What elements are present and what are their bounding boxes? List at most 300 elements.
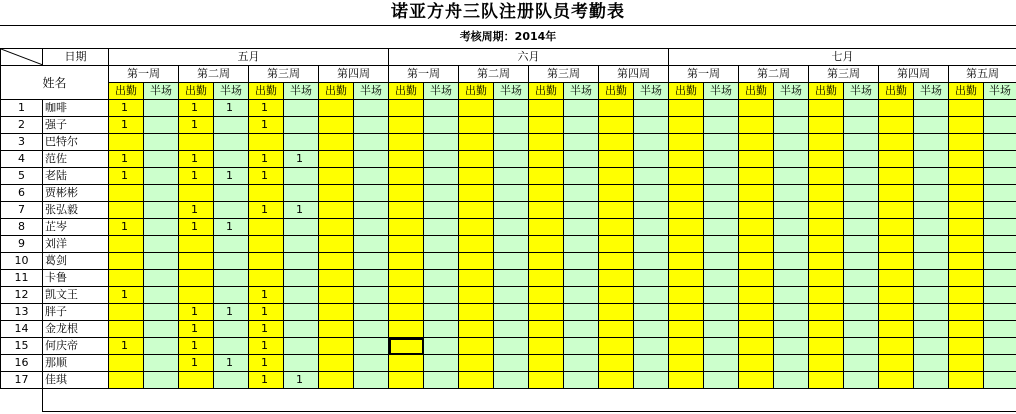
month-header-cell[interactable]: 六月: [389, 49, 669, 66]
half-subheader-cell[interactable]: 半场: [284, 83, 319, 100]
attendance-cell[interactable]: [144, 236, 179, 253]
row-number-cell[interactable]: 4: [1, 151, 43, 168]
attendance-cell[interactable]: [459, 168, 494, 185]
attendance-cell[interactable]: [914, 185, 949, 202]
attendance-cell[interactable]: [109, 253, 144, 270]
attendance-cell[interactable]: [949, 304, 984, 321]
attendance-cell[interactable]: [564, 117, 599, 134]
attendance-cell[interactable]: [284, 253, 319, 270]
attendance-cell[interactable]: [214, 372, 249, 389]
attendance-cell[interactable]: [739, 253, 774, 270]
attendance-cell[interactable]: [844, 151, 879, 168]
attendance-cell[interactable]: [389, 236, 424, 253]
player-name-cell[interactable]: 张弘毅: [43, 202, 109, 219]
attendance-cell[interactable]: [424, 219, 459, 236]
attendance-cell[interactable]: [424, 287, 459, 304]
attendance-cell[interactable]: [459, 117, 494, 134]
attendance-cell[interactable]: [844, 253, 879, 270]
attendance-cell[interactable]: [564, 202, 599, 219]
attend-subheader-cell[interactable]: 出勤: [459, 83, 494, 100]
attendance-cell[interactable]: [914, 287, 949, 304]
attendance-cell[interactable]: [459, 338, 494, 355]
attendance-cell[interactable]: [459, 304, 494, 321]
attendance-cell[interactable]: 1: [109, 151, 144, 168]
attendance-cell[interactable]: [214, 202, 249, 219]
attendance-cell[interactable]: [529, 304, 564, 321]
attendance-cell[interactable]: [599, 253, 634, 270]
attendance-cell[interactable]: [634, 236, 669, 253]
attendance-cell[interactable]: [774, 304, 809, 321]
attendance-cell[interactable]: [949, 151, 984, 168]
attendance-cell[interactable]: [669, 202, 704, 219]
week-header-cell[interactable]: 第三周: [809, 66, 879, 83]
attendance-cell[interactable]: 1: [109, 168, 144, 185]
player-name-cell[interactable]: 凯文王: [43, 287, 109, 304]
attendance-cell[interactable]: [494, 321, 529, 338]
month-header-cell[interactable]: 七月: [669, 49, 1016, 66]
attendance-cell[interactable]: [529, 219, 564, 236]
attendance-cell[interactable]: [739, 100, 774, 117]
attendance-cell[interactable]: [494, 236, 529, 253]
attendance-cell[interactable]: [424, 236, 459, 253]
attendance-cell[interactable]: 1: [249, 304, 284, 321]
attendance-cell[interactable]: [844, 134, 879, 151]
attendance-cell[interactable]: [319, 270, 354, 287]
attendance-cell[interactable]: [774, 287, 809, 304]
corner-header-cell[interactable]: [1, 49, 43, 66]
attend-subheader-cell[interactable]: 出勤: [949, 83, 984, 100]
attendance-cell[interactable]: [669, 304, 704, 321]
attendance-cell[interactable]: [459, 287, 494, 304]
attend-subheader-cell[interactable]: 出勤: [529, 83, 564, 100]
attendance-cell[interactable]: [879, 168, 914, 185]
attendance-cell[interactable]: [739, 219, 774, 236]
attendance-cell[interactable]: [809, 151, 844, 168]
attendance-cell[interactable]: [109, 304, 144, 321]
attendance-cell[interactable]: [529, 236, 564, 253]
attendance-cell[interactable]: [319, 321, 354, 338]
attendance-cell[interactable]: [214, 151, 249, 168]
attendance-cell[interactable]: [529, 202, 564, 219]
attendance-cell[interactable]: [599, 219, 634, 236]
attendance-cell[interactable]: [739, 202, 774, 219]
attendance-cell[interactable]: [564, 185, 599, 202]
attendance-cell[interactable]: [424, 321, 459, 338]
attendance-cell[interactable]: [634, 287, 669, 304]
attendance-cell[interactable]: [844, 202, 879, 219]
attendance-cell[interactable]: [669, 236, 704, 253]
attendance-cell[interactable]: [844, 100, 879, 117]
attendance-cell[interactable]: [634, 253, 669, 270]
attendance-cell[interactable]: [984, 202, 1016, 219]
attendance-cell[interactable]: [984, 100, 1016, 117]
attendance-cell[interactable]: [599, 355, 634, 372]
attendance-cell[interactable]: [634, 355, 669, 372]
attendance-cell[interactable]: [669, 168, 704, 185]
attendance-cell[interactable]: [179, 236, 214, 253]
attendance-cell[interactable]: [319, 304, 354, 321]
attendance-cell[interactable]: [949, 202, 984, 219]
attendance-cell[interactable]: [739, 372, 774, 389]
attendance-cell[interactable]: [669, 134, 704, 151]
attendance-cell[interactable]: [634, 185, 669, 202]
attendance-cell[interactable]: [564, 168, 599, 185]
attendance-cell[interactable]: [424, 168, 459, 185]
attendance-cell[interactable]: [144, 287, 179, 304]
attendance-cell[interactable]: [774, 219, 809, 236]
attendance-cell[interactable]: [319, 151, 354, 168]
attendance-cell[interactable]: [739, 355, 774, 372]
attendance-cell[interactable]: [739, 134, 774, 151]
row-number-cell[interactable]: 3: [1, 134, 43, 151]
attendance-cell[interactable]: [669, 253, 704, 270]
week-header-cell[interactable]: 第四周: [319, 66, 389, 83]
attendance-cell[interactable]: [144, 338, 179, 355]
attendance-cell[interactable]: [949, 321, 984, 338]
attendance-cell[interactable]: [879, 338, 914, 355]
attendance-cell[interactable]: [914, 321, 949, 338]
attendance-cell[interactable]: 1: [179, 168, 214, 185]
attendance-cell[interactable]: [809, 100, 844, 117]
attendance-cell[interactable]: [879, 151, 914, 168]
attendance-cell[interactable]: 1: [284, 202, 319, 219]
attendance-cell[interactable]: [354, 253, 389, 270]
attendance-cell[interactable]: [914, 100, 949, 117]
attendance-cell[interactable]: [844, 219, 879, 236]
attendance-cell[interactable]: [984, 355, 1016, 372]
attendance-cell[interactable]: [669, 287, 704, 304]
blank-cell[interactable]: [43, 389, 1016, 412]
attendance-cell[interactable]: [879, 304, 914, 321]
player-name-cell[interactable]: 佳琪: [43, 372, 109, 389]
attendance-cell[interactable]: [284, 287, 319, 304]
player-name-cell[interactable]: 强子: [43, 117, 109, 134]
week-header-cell[interactable]: 第一周: [389, 66, 459, 83]
attendance-cell[interactable]: [144, 134, 179, 151]
attendance-cell[interactable]: [144, 151, 179, 168]
attendance-cell[interactable]: [774, 321, 809, 338]
attendance-cell[interactable]: [494, 151, 529, 168]
attendance-cell[interactable]: [529, 287, 564, 304]
attendance-cell[interactable]: [774, 253, 809, 270]
half-subheader-cell[interactable]: 半场: [354, 83, 389, 100]
attendance-cell[interactable]: [844, 321, 879, 338]
attendance-cell[interactable]: [774, 372, 809, 389]
attendance-cell[interactable]: [144, 219, 179, 236]
week-header-cell[interactable]: 第二周: [739, 66, 809, 83]
attendance-cell[interactable]: [249, 185, 284, 202]
attendance-cell[interactable]: [879, 287, 914, 304]
half-subheader-cell[interactable]: 半场: [144, 83, 179, 100]
attend-subheader-cell[interactable]: 出勤: [389, 83, 424, 100]
attendance-cell[interactable]: [179, 270, 214, 287]
attendance-cell[interactable]: [774, 134, 809, 151]
attendance-cell[interactable]: [704, 287, 739, 304]
attendance-cell[interactable]: [529, 372, 564, 389]
attendance-cell[interactable]: [739, 168, 774, 185]
attendance-cell[interactable]: 1: [249, 202, 284, 219]
attendance-cell[interactable]: 1: [179, 338, 214, 355]
attendance-cell[interactable]: [214, 270, 249, 287]
week-header-cell[interactable]: 第三周: [249, 66, 319, 83]
attendance-cell[interactable]: [214, 338, 249, 355]
attendance-cell[interactable]: [284, 185, 319, 202]
attendance-cell[interactable]: [354, 219, 389, 236]
attendance-cell[interactable]: [564, 236, 599, 253]
attendance-cell[interactable]: [319, 287, 354, 304]
half-subheader-cell[interactable]: 半场: [424, 83, 459, 100]
attendance-cell[interactable]: 1: [214, 100, 249, 117]
attendance-cell[interactable]: [844, 270, 879, 287]
attendance-cell[interactable]: [774, 270, 809, 287]
attendance-cell[interactable]: [984, 168, 1016, 185]
attendance-cell[interactable]: 1: [179, 151, 214, 168]
attendance-cell[interactable]: [284, 338, 319, 355]
attendance-cell[interactable]: [144, 372, 179, 389]
attendance-cell[interactable]: [949, 270, 984, 287]
week-header-cell[interactable]: 第五周: [949, 66, 1016, 83]
attendance-cell[interactable]: [564, 134, 599, 151]
attendance-cell[interactable]: [739, 236, 774, 253]
attendance-cell[interactable]: 1: [249, 151, 284, 168]
attendance-cell[interactable]: [179, 372, 214, 389]
attendance-cell[interactable]: [284, 134, 319, 151]
blank-cell[interactable]: [1, 389, 43, 412]
attendance-cell[interactable]: [494, 253, 529, 270]
attendance-cell[interactable]: [774, 236, 809, 253]
attendance-cell[interactable]: [809, 372, 844, 389]
attendance-cell[interactable]: [704, 168, 739, 185]
attendance-cell[interactable]: [984, 253, 1016, 270]
attendance-cell[interactable]: [809, 253, 844, 270]
attendance-cell[interactable]: [319, 372, 354, 389]
attendance-cell[interactable]: [914, 117, 949, 134]
attendance-cell[interactable]: 1: [179, 202, 214, 219]
attendance-cell[interactable]: [704, 117, 739, 134]
attendance-cell[interactable]: [389, 117, 424, 134]
attendance-cell[interactable]: [494, 270, 529, 287]
attendance-cell[interactable]: [809, 236, 844, 253]
player-name-cell[interactable]: 老陆: [43, 168, 109, 185]
attendance-cell[interactable]: 1: [284, 372, 319, 389]
attendance-cell[interactable]: 1: [109, 117, 144, 134]
row-number-cell[interactable]: 9: [1, 236, 43, 253]
attendance-cell[interactable]: [144, 304, 179, 321]
month-header-cell[interactable]: 五月: [109, 49, 389, 66]
attendance-cell[interactable]: [984, 151, 1016, 168]
attendance-cell[interactable]: [879, 134, 914, 151]
attendance-cell[interactable]: [319, 219, 354, 236]
attendance-cell[interactable]: [774, 202, 809, 219]
row-number-cell[interactable]: 17: [1, 372, 43, 389]
attendance-cell[interactable]: [424, 355, 459, 372]
attendance-cell[interactable]: [459, 219, 494, 236]
attendance-cell[interactable]: [949, 355, 984, 372]
attendance-cell[interactable]: [494, 355, 529, 372]
attendance-cell[interactable]: [739, 287, 774, 304]
attendance-cell[interactable]: [109, 134, 144, 151]
attendance-cell[interactable]: [844, 117, 879, 134]
attendance-cell[interactable]: 1: [109, 219, 144, 236]
row-number-cell[interactable]: 5: [1, 168, 43, 185]
attendance-cell[interactable]: [389, 355, 424, 372]
date-header-cell[interactable]: 日期: [43, 49, 109, 66]
attendance-cell[interactable]: [634, 219, 669, 236]
attendance-cell[interactable]: [109, 355, 144, 372]
half-subheader-cell[interactable]: 半场: [774, 83, 809, 100]
attendance-cell[interactable]: [599, 287, 634, 304]
attendance-cell[interactable]: [809, 219, 844, 236]
row-number-cell[interactable]: 15: [1, 338, 43, 355]
attendance-cell[interactable]: [669, 117, 704, 134]
week-header-cell[interactable]: 第一周: [669, 66, 739, 83]
attendance-cell[interactable]: [424, 151, 459, 168]
attendance-cell[interactable]: [704, 253, 739, 270]
attendance-cell[interactable]: [284, 304, 319, 321]
row-number-cell[interactable]: 2: [1, 117, 43, 134]
row-number-cell[interactable]: 7: [1, 202, 43, 219]
attendance-cell[interactable]: [564, 219, 599, 236]
week-header-cell[interactable]: 第二周: [179, 66, 249, 83]
attendance-cell[interactable]: [109, 321, 144, 338]
attendance-cell[interactable]: [144, 185, 179, 202]
attendance-cell[interactable]: [984, 219, 1016, 236]
attendance-cell[interactable]: [739, 338, 774, 355]
row-number-cell[interactable]: 1: [1, 100, 43, 117]
attendance-cell[interactable]: [284, 219, 319, 236]
attendance-cell[interactable]: [354, 236, 389, 253]
attendance-cell[interactable]: [459, 270, 494, 287]
attendance-cell[interactable]: [599, 321, 634, 338]
attendance-cell[interactable]: [879, 236, 914, 253]
attendance-cell[interactable]: [494, 304, 529, 321]
attendance-cell[interactable]: [809, 304, 844, 321]
attendance-cell[interactable]: [389, 151, 424, 168]
attendance-cell[interactable]: [424, 185, 459, 202]
attendance-cell[interactable]: [704, 372, 739, 389]
attendance-cell[interactable]: [809, 321, 844, 338]
attendance-cell[interactable]: [389, 202, 424, 219]
attendance-cell[interactable]: 1: [284, 151, 319, 168]
attendance-cell[interactable]: [144, 270, 179, 287]
attend-subheader-cell[interactable]: 出勤: [599, 83, 634, 100]
attendance-cell[interactable]: [319, 134, 354, 151]
attendance-cell[interactable]: 1: [249, 168, 284, 185]
attend-subheader-cell[interactable]: 出勤: [249, 83, 284, 100]
attendance-cell[interactable]: [354, 117, 389, 134]
attendance-cell[interactable]: [424, 338, 459, 355]
attendance-cell[interactable]: [319, 253, 354, 270]
attendance-cell[interactable]: [984, 236, 1016, 253]
week-header-cell[interactable]: 第四周: [599, 66, 669, 83]
attendance-cell[interactable]: [144, 117, 179, 134]
attendance-cell[interactable]: [739, 151, 774, 168]
attendance-cell[interactable]: [284, 355, 319, 372]
attendance-cell[interactable]: [284, 168, 319, 185]
attendance-cell[interactable]: [109, 236, 144, 253]
attendance-cell[interactable]: [459, 355, 494, 372]
attendance-cell[interactable]: 1: [249, 100, 284, 117]
attendance-cell[interactable]: [984, 287, 1016, 304]
attendance-cell[interactable]: [634, 117, 669, 134]
attendance-cell[interactable]: [319, 168, 354, 185]
attendance-cell[interactable]: [214, 236, 249, 253]
attendance-cell[interactable]: [354, 372, 389, 389]
attendance-cell[interactable]: [809, 185, 844, 202]
attendance-cell[interactable]: [599, 117, 634, 134]
attendance-cell[interactable]: [704, 151, 739, 168]
half-subheader-cell[interactable]: 半场: [704, 83, 739, 100]
attendance-cell[interactable]: [284, 236, 319, 253]
attendance-cell[interactable]: [249, 270, 284, 287]
attendance-cell[interactable]: [389, 185, 424, 202]
attendance-cell[interactable]: [389, 253, 424, 270]
attendance-cell[interactable]: [529, 134, 564, 151]
player-name-cell[interactable]: 芷岑: [43, 219, 109, 236]
attendance-cell[interactable]: [914, 270, 949, 287]
attendance-cell[interactable]: [879, 321, 914, 338]
attendance-cell[interactable]: [634, 151, 669, 168]
attendance-cell[interactable]: [319, 202, 354, 219]
attendance-cell[interactable]: [739, 321, 774, 338]
attendance-cell[interactable]: [564, 321, 599, 338]
attendance-cell[interactable]: [144, 168, 179, 185]
player-name-cell[interactable]: 葛剑: [43, 253, 109, 270]
attendance-cell[interactable]: [739, 270, 774, 287]
attendance-cell[interactable]: [109, 185, 144, 202]
attendance-cell[interactable]: [564, 287, 599, 304]
attendance-cell[interactable]: [844, 355, 879, 372]
attendance-cell[interactable]: [879, 372, 914, 389]
attendance-cell[interactable]: [914, 304, 949, 321]
attendance-cell[interactable]: [179, 134, 214, 151]
attendance-cell[interactable]: [144, 355, 179, 372]
attendance-cell[interactable]: [844, 236, 879, 253]
attendance-cell[interactable]: [984, 270, 1016, 287]
attendance-cell[interactable]: [774, 168, 809, 185]
attendance-cell[interactable]: [879, 117, 914, 134]
attendance-cell[interactable]: [774, 338, 809, 355]
attendance-cell[interactable]: [844, 304, 879, 321]
attendance-cell[interactable]: [774, 100, 809, 117]
attendance-cell[interactable]: [879, 100, 914, 117]
attendance-cell[interactable]: 1: [249, 355, 284, 372]
attendance-cell[interactable]: [669, 338, 704, 355]
attendance-cell[interactable]: [214, 185, 249, 202]
attendance-cell[interactable]: 1: [214, 168, 249, 185]
attendance-cell[interactable]: 1: [109, 338, 144, 355]
attendance-cell[interactable]: [809, 134, 844, 151]
week-header-cell[interactable]: 第四周: [879, 66, 949, 83]
attendance-cell[interactable]: [354, 134, 389, 151]
week-header-cell[interactable]: 第三周: [529, 66, 599, 83]
attendance-cell[interactable]: [214, 134, 249, 151]
attendance-cell[interactable]: [599, 168, 634, 185]
attendance-cell[interactable]: [529, 117, 564, 134]
attendance-cell[interactable]: [424, 202, 459, 219]
attendance-cell[interactable]: [809, 287, 844, 304]
attendance-cell[interactable]: [459, 185, 494, 202]
attendance-cell[interactable]: [914, 253, 949, 270]
attendance-cell[interactable]: [494, 287, 529, 304]
attendance-cell[interactable]: [459, 134, 494, 151]
attendance-cell[interactable]: [459, 372, 494, 389]
attendance-cell[interactable]: [529, 338, 564, 355]
attendance-cell[interactable]: [529, 253, 564, 270]
attendance-cell[interactable]: [494, 134, 529, 151]
half-subheader-cell[interactable]: 半场: [914, 83, 949, 100]
attendance-cell[interactable]: [844, 372, 879, 389]
